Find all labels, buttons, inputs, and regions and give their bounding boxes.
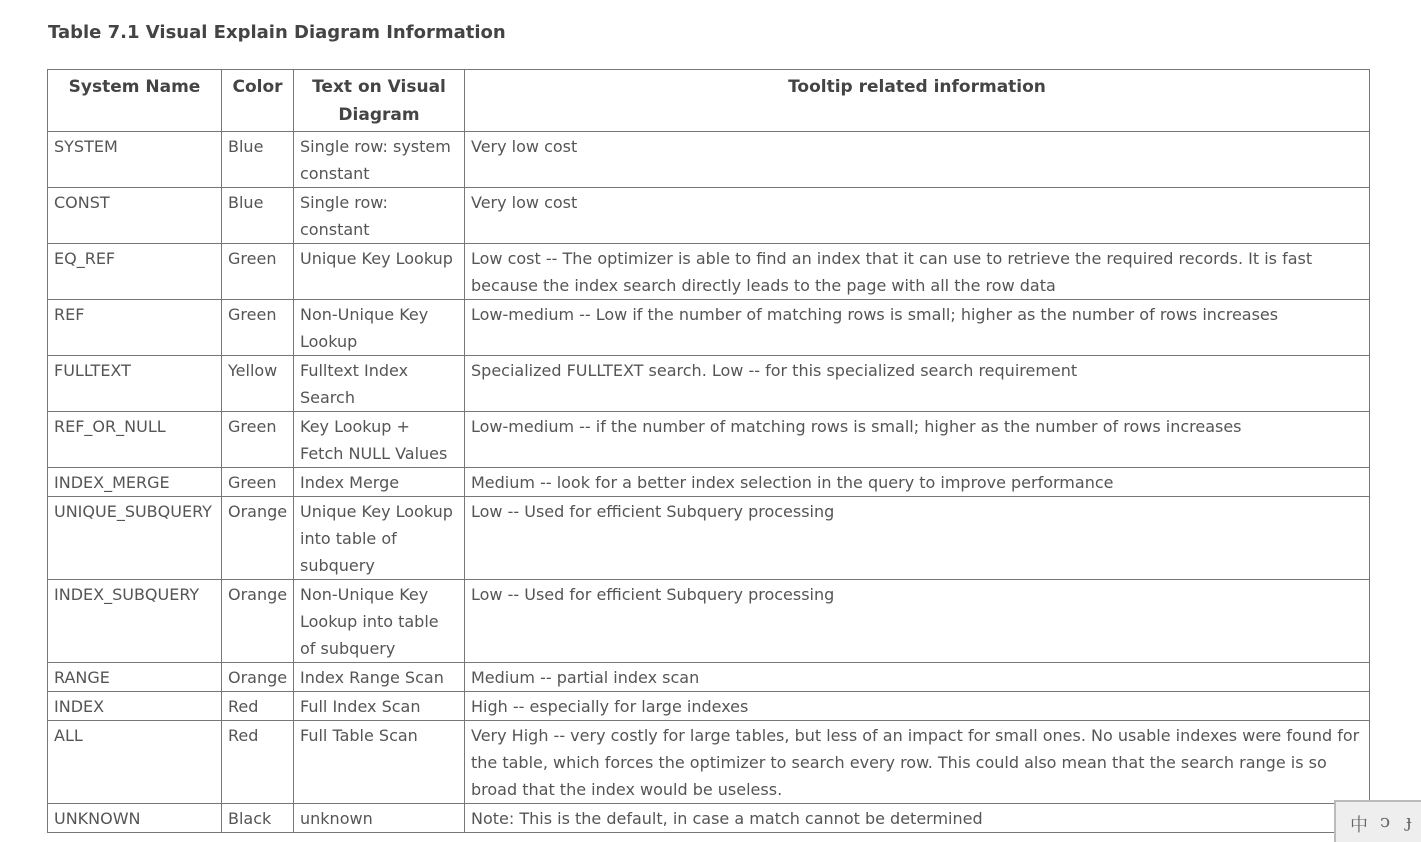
- cell-color: Red: [222, 692, 294, 721]
- cell-text-on-diagram: Non-Unique Key Lookup: [294, 300, 465, 356]
- ime-punctuation-icon[interactable]: ɟ: [1406, 811, 1412, 832]
- cell-tooltip: Very low cost: [465, 188, 1370, 244]
- cell-tooltip: Low-medium -- Low if the number of matching rows is small; higher as the number of rows increases: [465, 300, 1370, 356]
- table-row: [48, 188, 1370, 244]
- cell-system-name: REF: [48, 300, 222, 356]
- cell-system-name: UNKNOWN: [48, 804, 222, 833]
- cell-text-on-diagram: Single row: constant: [294, 188, 465, 244]
- header-tooltip: Tooltip related information: [465, 70, 1370, 132]
- cell-tooltip: Low -- Used for efficient Subquery processing: [465, 580, 1370, 663]
- cell-tooltip: Low-medium -- if the number of matching rows is small; higher as the number of rows increases: [465, 412, 1370, 468]
- cell-tooltip: Specialized FULLTEXT search. Low -- for this specialized search requirement: [465, 356, 1370, 412]
- cell-system-name: FULLTEXT: [48, 356, 222, 412]
- cell-tooltip: Low cost -- The optimizer is able to find an index that it can use to retrieve the required records. It is fast because the index search directly leads to the page with all the row data: [465, 244, 1370, 300]
- table-row: [48, 468, 1370, 497]
- cell-tooltip: Note: This is the default, in case a match cannot be determined: [465, 804, 1370, 833]
- header-color: Color: [222, 70, 294, 132]
- cell-system-name: INDEX_MERGE: [48, 468, 222, 497]
- table-caption: Table 7.1 Visual Explain Diagram Information: [48, 22, 506, 43]
- explain-diagram-table: [47, 69, 1370, 833]
- cell-text-on-diagram: Key Lookup + Fetch NULL Values: [294, 412, 465, 468]
- table-row: [48, 300, 1370, 356]
- header-system-name: System Name: [48, 70, 222, 132]
- cell-system-name: REF_OR_NULL: [48, 412, 222, 468]
- cell-tooltip: Low -- Used for efficient Subquery processing: [465, 497, 1370, 580]
- cell-tooltip: Medium -- partial index scan: [465, 663, 1370, 692]
- cell-color: Blue: [222, 132, 294, 188]
- cell-text-on-diagram: Non-Unique Key Lookup into table of subquery: [294, 580, 465, 663]
- table-row: [48, 580, 1370, 663]
- table-row: [48, 721, 1370, 804]
- cell-system-name: INDEX: [48, 692, 222, 721]
- cell-system-name: CONST: [48, 188, 222, 244]
- cell-system-name: EQ_REF: [48, 244, 222, 300]
- cell-color: Orange: [222, 497, 294, 580]
- table-row: [48, 356, 1370, 412]
- ime-toolbar[interactable]: [1334, 800, 1421, 842]
- cell-color: Red: [222, 721, 294, 804]
- table-row: [48, 132, 1370, 188]
- cell-text-on-diagram: Single row: system constant: [294, 132, 465, 188]
- cell-color: Blue: [222, 188, 294, 244]
- cell-text-on-diagram: unknown: [294, 804, 465, 833]
- table-row: [48, 497, 1370, 580]
- cell-tooltip: Very low cost: [465, 132, 1370, 188]
- cell-color: Green: [222, 412, 294, 468]
- cell-system-name: RANGE: [48, 663, 222, 692]
- table-row: [48, 412, 1370, 468]
- header-text-on-diagram: Text on Visual Diagram: [294, 70, 465, 132]
- cell-color: Green: [222, 300, 294, 356]
- cell-tooltip: Very High -- very costly for large tables, but less of an impact for small ones. No usable indexes were found for the table, which forces the optimizer to search every row. This could also mean that the search range is so broad that the index would be useless.: [465, 721, 1370, 804]
- ime-chinese-mode-icon[interactable]: 中: [1350, 815, 1368, 836]
- cell-system-name: UNIQUE_SUBQUERY: [48, 497, 222, 580]
- cell-text-on-diagram: Full Index Scan: [294, 692, 465, 721]
- cell-color: Orange: [222, 663, 294, 692]
- table-row: [48, 692, 1370, 721]
- cell-tooltip: High -- especially for large indexes: [465, 692, 1370, 721]
- cell-text-on-diagram: Unique Key Lookup into table of subquery: [294, 497, 465, 580]
- table-row: [48, 244, 1370, 300]
- cell-color: Orange: [222, 580, 294, 663]
- cell-system-name: ALL: [48, 721, 222, 804]
- table-header-row: [48, 70, 1370, 132]
- cell-color: Green: [222, 244, 294, 300]
- cell-text-on-diagram: Unique Key Lookup: [294, 244, 465, 300]
- table-row: [48, 663, 1370, 692]
- cell-color: Green: [222, 468, 294, 497]
- table-row: [48, 804, 1370, 833]
- cell-text-on-diagram: Fulltext Index Search: [294, 356, 465, 412]
- cell-color: Yellow: [222, 356, 294, 412]
- cell-tooltip: Medium -- look for a better index selection in the query to improve performance: [465, 468, 1370, 497]
- cell-text-on-diagram: Full Table Scan: [294, 721, 465, 804]
- cell-system-name: INDEX_SUBQUERY: [48, 580, 222, 663]
- cell-color: Black: [222, 804, 294, 833]
- cell-system-name: SYSTEM: [48, 132, 222, 188]
- cell-text-on-diagram: Index Merge: [294, 468, 465, 497]
- cell-text-on-diagram: Index Range Scan: [294, 663, 465, 692]
- ime-moon-icon[interactable]: ↄ: [1380, 811, 1391, 832]
